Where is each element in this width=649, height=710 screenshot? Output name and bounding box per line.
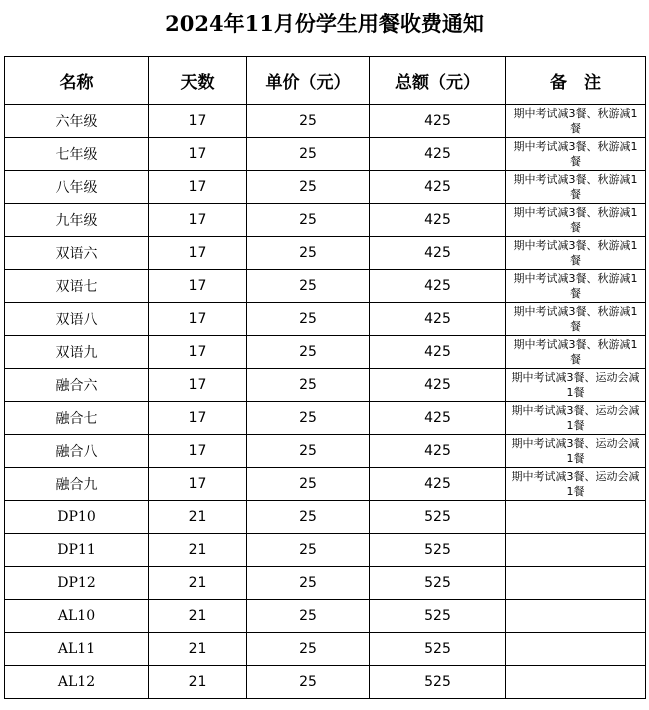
table-row [5,105,646,138]
table-row [5,270,646,303]
remarks-cell: 期中考试减3餐、运动会减1餐 [506,369,646,402]
remarks-cell [506,600,646,633]
remarks-cell: 期中考试减3餐、秋游减1餐 [506,303,646,336]
meal-fee-table [4,56,646,699]
table-header-row [5,57,646,105]
total-cell: 525 [370,600,506,633]
unit-price-cell: 25 [247,369,370,402]
days-cell: 17 [149,468,247,501]
total-cell: 525 [370,501,506,534]
unit-price-cell: 25 [247,600,370,633]
class-name-cell: 双语七 [5,270,149,303]
total-cell: 425 [370,105,506,138]
table-row [5,336,646,369]
table-row [5,303,646,336]
total-cell: 525 [370,666,506,699]
total-cell: 425 [370,369,506,402]
class-name-cell: AL12 [5,666,149,699]
unit-price-cell: 25 [247,237,370,270]
table-row [5,666,646,699]
unit-price-cell: 25 [247,435,370,468]
remarks-cell: 期中考试减3餐、运动会减1餐 [506,435,646,468]
days-cell: 21 [149,567,247,600]
remarks-cell: 期中考试减3餐、秋游减1餐 [506,270,646,303]
unit-price-cell: 25 [247,633,370,666]
table-row [5,600,646,633]
unit-price-cell: 25 [247,105,370,138]
total-cell: 425 [370,171,506,204]
class-name-cell: 六年级 [5,105,149,138]
class-name-cell: 八年级 [5,171,149,204]
total-cell: 425 [370,402,506,435]
total-cell: 525 [370,567,506,600]
table-row [5,501,646,534]
unit-price-cell: 25 [247,138,370,171]
table-row [5,567,646,600]
days-cell: 17 [149,138,247,171]
table-row [5,204,646,237]
days-cell: 21 [149,633,247,666]
days-cell: 21 [149,534,247,567]
days-cell: 17 [149,204,247,237]
header-name: 名称 [5,57,149,105]
total-cell: 525 [370,534,506,567]
class-name-cell: 九年级 [5,204,149,237]
class-name-cell: 双语八 [5,303,149,336]
table-row [5,534,646,567]
class-name-cell: DP10 [5,501,149,534]
total-cell: 525 [370,633,506,666]
days-cell: 17 [149,237,247,270]
unit-price-cell: 25 [247,567,370,600]
table-row [5,237,646,270]
class-name-cell: 双语九 [5,336,149,369]
remarks-cell [506,567,646,600]
unit-price-cell: 25 [247,270,370,303]
class-name-cell: AL10 [5,600,149,633]
unit-price-cell: 25 [247,501,370,534]
page-title: 2024年11月份学生用餐收费通知 [165,11,484,36]
table-row [5,369,646,402]
days-cell: 21 [149,666,247,699]
header-unit-price: 单价（元） [247,57,370,105]
days-cell: 17 [149,171,247,204]
total-cell: 425 [370,303,506,336]
unit-price-cell: 25 [247,303,370,336]
days-cell: 17 [149,435,247,468]
table-row [5,435,646,468]
days-cell: 17 [149,270,247,303]
total-cell: 425 [370,204,506,237]
remarks-cell [506,501,646,534]
remarks-cell: 期中考试减3餐、秋游减1餐 [506,204,646,237]
remarks-cell [506,633,646,666]
class-name-cell: AL11 [5,633,149,666]
table-row [5,402,646,435]
days-cell: 17 [149,336,247,369]
remarks-cell: 期中考试减3餐、运动会减1餐 [506,468,646,501]
table-row [5,633,646,666]
total-cell: 425 [370,336,506,369]
days-cell: 21 [149,600,247,633]
remarks-cell [506,534,646,567]
table-row [5,171,646,204]
remarks-cell: 期中考试减3餐、秋游减1餐 [506,237,646,270]
remarks-cell: 期中考试减3餐、秋游减1餐 [506,105,646,138]
class-name-cell: 融合七 [5,402,149,435]
table-row [5,468,646,501]
remarks-cell: 期中考试减3餐、秋游减1餐 [506,336,646,369]
total-cell: 425 [370,270,506,303]
remarks-cell: 期中考试减3餐、秋游减1餐 [506,171,646,204]
class-name-cell: DP11 [5,534,149,567]
header-days: 天数 [149,57,247,105]
unit-price-cell: 25 [247,534,370,567]
class-name-cell: 融合八 [5,435,149,468]
unit-price-cell: 25 [247,666,370,699]
total-cell: 425 [370,435,506,468]
table-row [5,138,646,171]
total-cell: 425 [370,237,506,270]
unit-price-cell: 25 [247,171,370,204]
days-cell: 17 [149,402,247,435]
class-name-cell: 双语六 [5,237,149,270]
header-total: 总额（元） [370,57,506,105]
remarks-cell: 期中考试减3餐、秋游减1餐 [506,138,646,171]
class-name-cell: 融合六 [5,369,149,402]
remarks-cell: 期中考试减3餐、运动会减1餐 [506,402,646,435]
unit-price-cell: 25 [247,402,370,435]
class-name-cell: 七年级 [5,138,149,171]
days-cell: 17 [149,369,247,402]
header-remarks: 备 注 [506,57,646,105]
days-cell: 21 [149,501,247,534]
days-cell: 17 [149,105,247,138]
total-cell: 425 [370,468,506,501]
unit-price-cell: 25 [247,468,370,501]
total-cell: 425 [370,138,506,171]
unit-price-cell: 25 [247,204,370,237]
class-name-cell: 融合九 [5,468,149,501]
class-name-cell: DP12 [5,567,149,600]
remarks-cell [506,666,646,699]
days-cell: 17 [149,303,247,336]
unit-price-cell: 25 [247,336,370,369]
